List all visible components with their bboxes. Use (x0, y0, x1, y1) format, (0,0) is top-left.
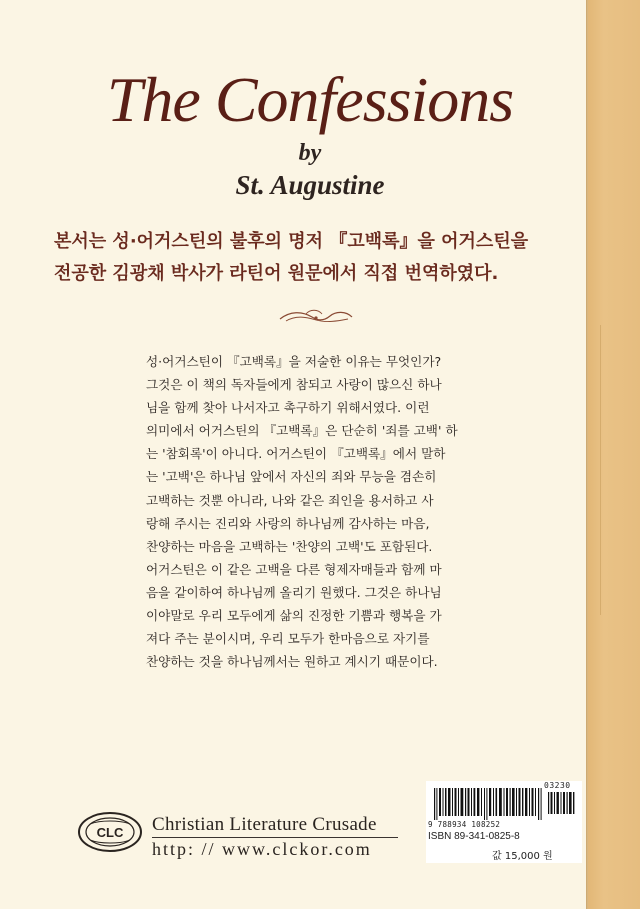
logo-text: CLC (96, 825, 124, 840)
publisher-url: http: // www.clckor.com (152, 839, 372, 859)
body-line: 성·어거스틴이 『고백록』을 저술한 이유는 무엇인가? (146, 354, 442, 369)
lead-line: 본서는 성·어거스틴의 불후의 명저 『고백록』을 어거스틴을 (54, 231, 529, 252)
barcode-label (426, 781, 582, 863)
isbn-barcode-icon (434, 788, 544, 820)
description-paragraph (146, 350, 506, 673)
publisher-divider (152, 837, 398, 838)
body-line: 고백하는 것뿐 아니라, 나와 같은 죄인을 용서하고 사 (146, 492, 434, 508)
body-line: 는 '참회록'이 아니다. 어거스틴이 『고백록』에서 말하 (146, 446, 446, 462)
lead-line: 전공한 김광채 박사가 라틴어 원문에서 직접 번역하였다. (54, 263, 499, 284)
book-title: The Confessions (106, 64, 514, 135)
publisher-block (76, 810, 436, 860)
body-line: 이야말로 우리 모두에게 삶의 진정한 기쁨과 행복을 가 (146, 608, 442, 624)
isbn-text: ISBN 89-341-0825-8 (428, 831, 520, 842)
body-line: 님을 함께 찾아 나서자고 촉구하기 위해서였다. 이런 (146, 400, 430, 416)
body-line: 그것은 이 책의 독자들에게 참되고 사랑이 많으신 하나 (146, 377, 442, 393)
body-line: 의미에서 어거스틴의 『고백록』은 단순히 '죄를 고백' 하 (146, 423, 458, 439)
lead-paragraph (54, 226, 594, 290)
publisher-name: Christian Literature Crusade (152, 814, 377, 835)
by-label: by (298, 140, 322, 166)
body-line: 찬양하는 것을 하나님께서는 원하고 계시기 때문이다. (146, 654, 438, 670)
body-line: 져다 주는 분이시며, 우리 모두가 한마음으로 자기를 (146, 631, 430, 647)
clc-globe-logo-icon (76, 810, 144, 854)
author-name: St. Augustine (235, 170, 385, 200)
body-line: 랑해 주시는 진리와 사랑의 하나님께 감사하는 마음, (146, 515, 430, 531)
price-text: 값 15,000 원 (492, 851, 553, 862)
body-line: 음을 같이하여 하나님께 올리기 원했다. 그것은 하나님 (146, 584, 442, 600)
spine-crease (600, 325, 637, 615)
barcode-number: 9 788934 108252 (428, 820, 501, 829)
body-line: 는 '고백'은 하나님 앞에서 자신의 죄와 무능을 겸손히 (146, 469, 437, 485)
body-line: 어거스틴은 이 같은 고백을 다른 형제자매들과 함께 마 (146, 561, 442, 577)
barcode-addon-number: 03230 (544, 781, 571, 790)
addon-barcode-icon (548, 788, 576, 814)
body-line: 찬양하는 마음을 고백하는 '찬양의 고백'도 포함된다. (146, 538, 433, 554)
flourish-ornament-icon (276, 305, 356, 329)
